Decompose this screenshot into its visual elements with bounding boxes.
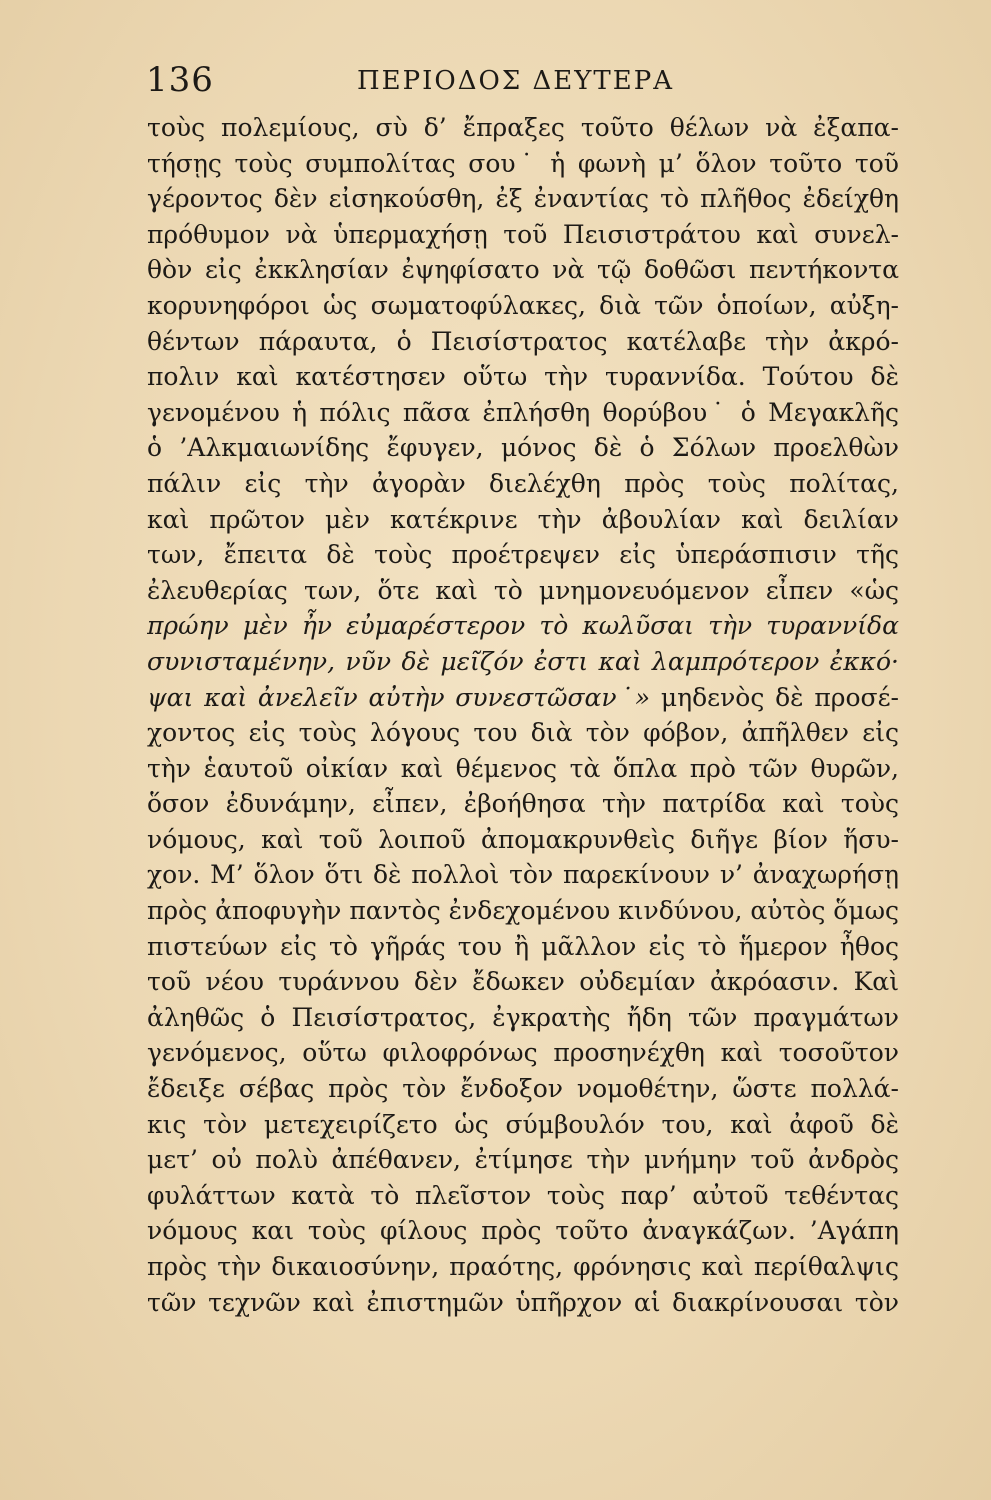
text-continuation: μηδενὸς δὲ προσέ- xyxy=(650,682,899,712)
text-line: τῶν τεχνῶν καὶ ἐπιστημῶν ὑπῆρχον αἱ διακρίνουσαι τὸν xyxy=(147,1287,899,1317)
text-line: τοὺς πολεμίους, σὺ δ’ ἔπραξες τοῦτο θέλων νὰ ἐξαπα- xyxy=(147,113,899,142)
text-line: γενόμενος, οὕτω φιλοφρόνως προσηνέχθη καὶ τοσοῦτον xyxy=(147,1038,899,1068)
quote-end: ψαι καὶ ἀνελεῖν αὐτὴν συνεστῶσαν˙» xyxy=(147,682,651,712)
page-number: 136 xyxy=(146,60,214,100)
text-line: πρόθυμον νὰ ὑπερμαχήσῃ τοῦ Πεισιστράτου καὶ συνελ- xyxy=(147,219,899,249)
quote-line: πρώην μὲν ἦν εὐμαρέστερον τὸ κωλῦσαι τὴν τυραννίδα xyxy=(147,611,899,641)
text-line: πρὸς τὴν δικαιοσύνην, πραότης, φρόνησις καὶ περίθαλψις xyxy=(147,1252,899,1281)
text-line: κις τὸν μετεχειρίζετο ὡς σύμβουλόν του, καὶ ἀφοῦ δὲ xyxy=(147,1109,899,1139)
running-title: ΠΕΡΙΟΔΟΣ ΔΕΥΤΕΡΑ xyxy=(357,66,674,96)
text-line: θὸν εἰς ἐκκλησίαν ἐψηφίσατο νὰ τῷ δοθῶσι πεντήκοντα xyxy=(147,255,899,285)
body-text xyxy=(147,110,899,1320)
text-line: νόμους, καὶ τοῦ λοιποῦ ἀπομακρυνθεὶς διῆγε βίον ἥσυ- xyxy=(147,824,899,854)
text-line: ἀληθῶς ὁ Πεισίστρατος, ἐγκρατὴς ἤδη τῶν πραγμάτων xyxy=(147,1002,899,1032)
text-line: γενομένου ἡ πόλις πᾶσα ἐπλήσθη θορύβου˙ ὁ Μεγακλῆς xyxy=(147,397,899,427)
quote-line: συνισταμένην, νῦν δὲ μεῖζόν ἐστι καὶ λαμπρότερον ἐκκό· xyxy=(147,646,899,676)
text-line: ἐλευθερίας των, ὅτε καὶ τὸ μνημονευόμενον εἶπεν «ὡς xyxy=(147,575,899,605)
text-line: γέροντος δὲν εἰσηκούσθη, ἐξ ἐναντίας τὸ πλῆθος ἐδείχθη xyxy=(147,184,899,214)
text-line: χον. Μ’ ὅλον ὅτι δὲ πολλοὶ τὸν παρεκίνουν ν’ ἀναχωρήσῃ xyxy=(147,860,899,890)
text-line: κορυνηφόροι ὡς σωματοφύλακες, διὰ τῶν ὁποίων, αὐξη- xyxy=(147,290,899,320)
text-line: τοῦ νέου τυράννου δὲν ἔδωκεν οὐδεμίαν ἀκρόασιν. Καὶ xyxy=(147,967,899,997)
text-line: πιστεύων εἰς τὸ γῆράς του ἢ μᾶλλον εἰς τὸ ἥμερον ἦθος xyxy=(147,931,899,961)
text-line: πάλιν εἰς τὴν ἀγορὰν διελέχθη πρὸς τοὺς πολίτας, xyxy=(147,468,899,498)
text-line: ὁ ’Αλκμαιωνίδης ἔφυγεν, μόνος δὲ ὁ Σόλων προελθὼν xyxy=(147,433,899,463)
text-line: τήσῃς τοὺς συμπολίτας σου˙ ἡ φωνὴ μ’ ὅλον τοῦτο τοῦ xyxy=(147,148,899,178)
text-line: νόμους και τοὺς φίλους πρὸς τοῦτο ἀναγκάζων. ’Αγάπη xyxy=(147,1216,899,1246)
text-line: φυλάττων κατὰ τὸ πλεῖστον τοὺς παρ’ αὐτοῦ τεθέντας xyxy=(147,1180,899,1210)
text-line: χοντος εἰς τοὺς λόγους του διὰ τὸν φόβον, ἀπῆλθεν εἰς xyxy=(147,718,899,748)
text-line-mixed xyxy=(147,680,899,716)
text-line: πρὸς ἀποφυγὴν παντὸς ἐνδεχομένου κινδύνου, αὐτὸς ὅμως xyxy=(147,896,899,926)
text-line: πολιν καὶ κατέστησεν οὕτω τὴν τυραννίδα. Τούτου δὲ xyxy=(147,362,899,392)
text-line: καὶ πρῶτον μὲν κατέκρινε τὴν ἀβουλίαν καὶ δειλίαν xyxy=(147,504,899,534)
text-line: μετ’ οὐ πολὺ ἀπέθανεν, ἐτίμησε τὴν μνήμην τοῦ ἀνδρὸς xyxy=(147,1145,899,1175)
text-line: τὴν ἑαυτοῦ οἰκίαν καὶ θέμενος τὰ ὅπλα πρὸ τῶν θυρῶν, xyxy=(147,753,899,783)
text-line: θέντων πάραυτα, ὁ Πεισίστρατος κατέλαβε τὴν ἀκρό- xyxy=(147,326,899,356)
text-line: των, ἔπειτα δὲ τοὺς προέτρεψεν εἰς ὑπεράσπισιν τῆς xyxy=(147,540,899,570)
text-line: ἔδειξε σέβας πρὸς τὸν ἔνδοξον νομοθέτην, ὥστε πολλά- xyxy=(147,1074,899,1104)
text-line: ὅσον ἐδυνάμην, εἶπεν, ἐβοήθησα τὴν πατρίδα καὶ τοὺς xyxy=(147,789,899,819)
